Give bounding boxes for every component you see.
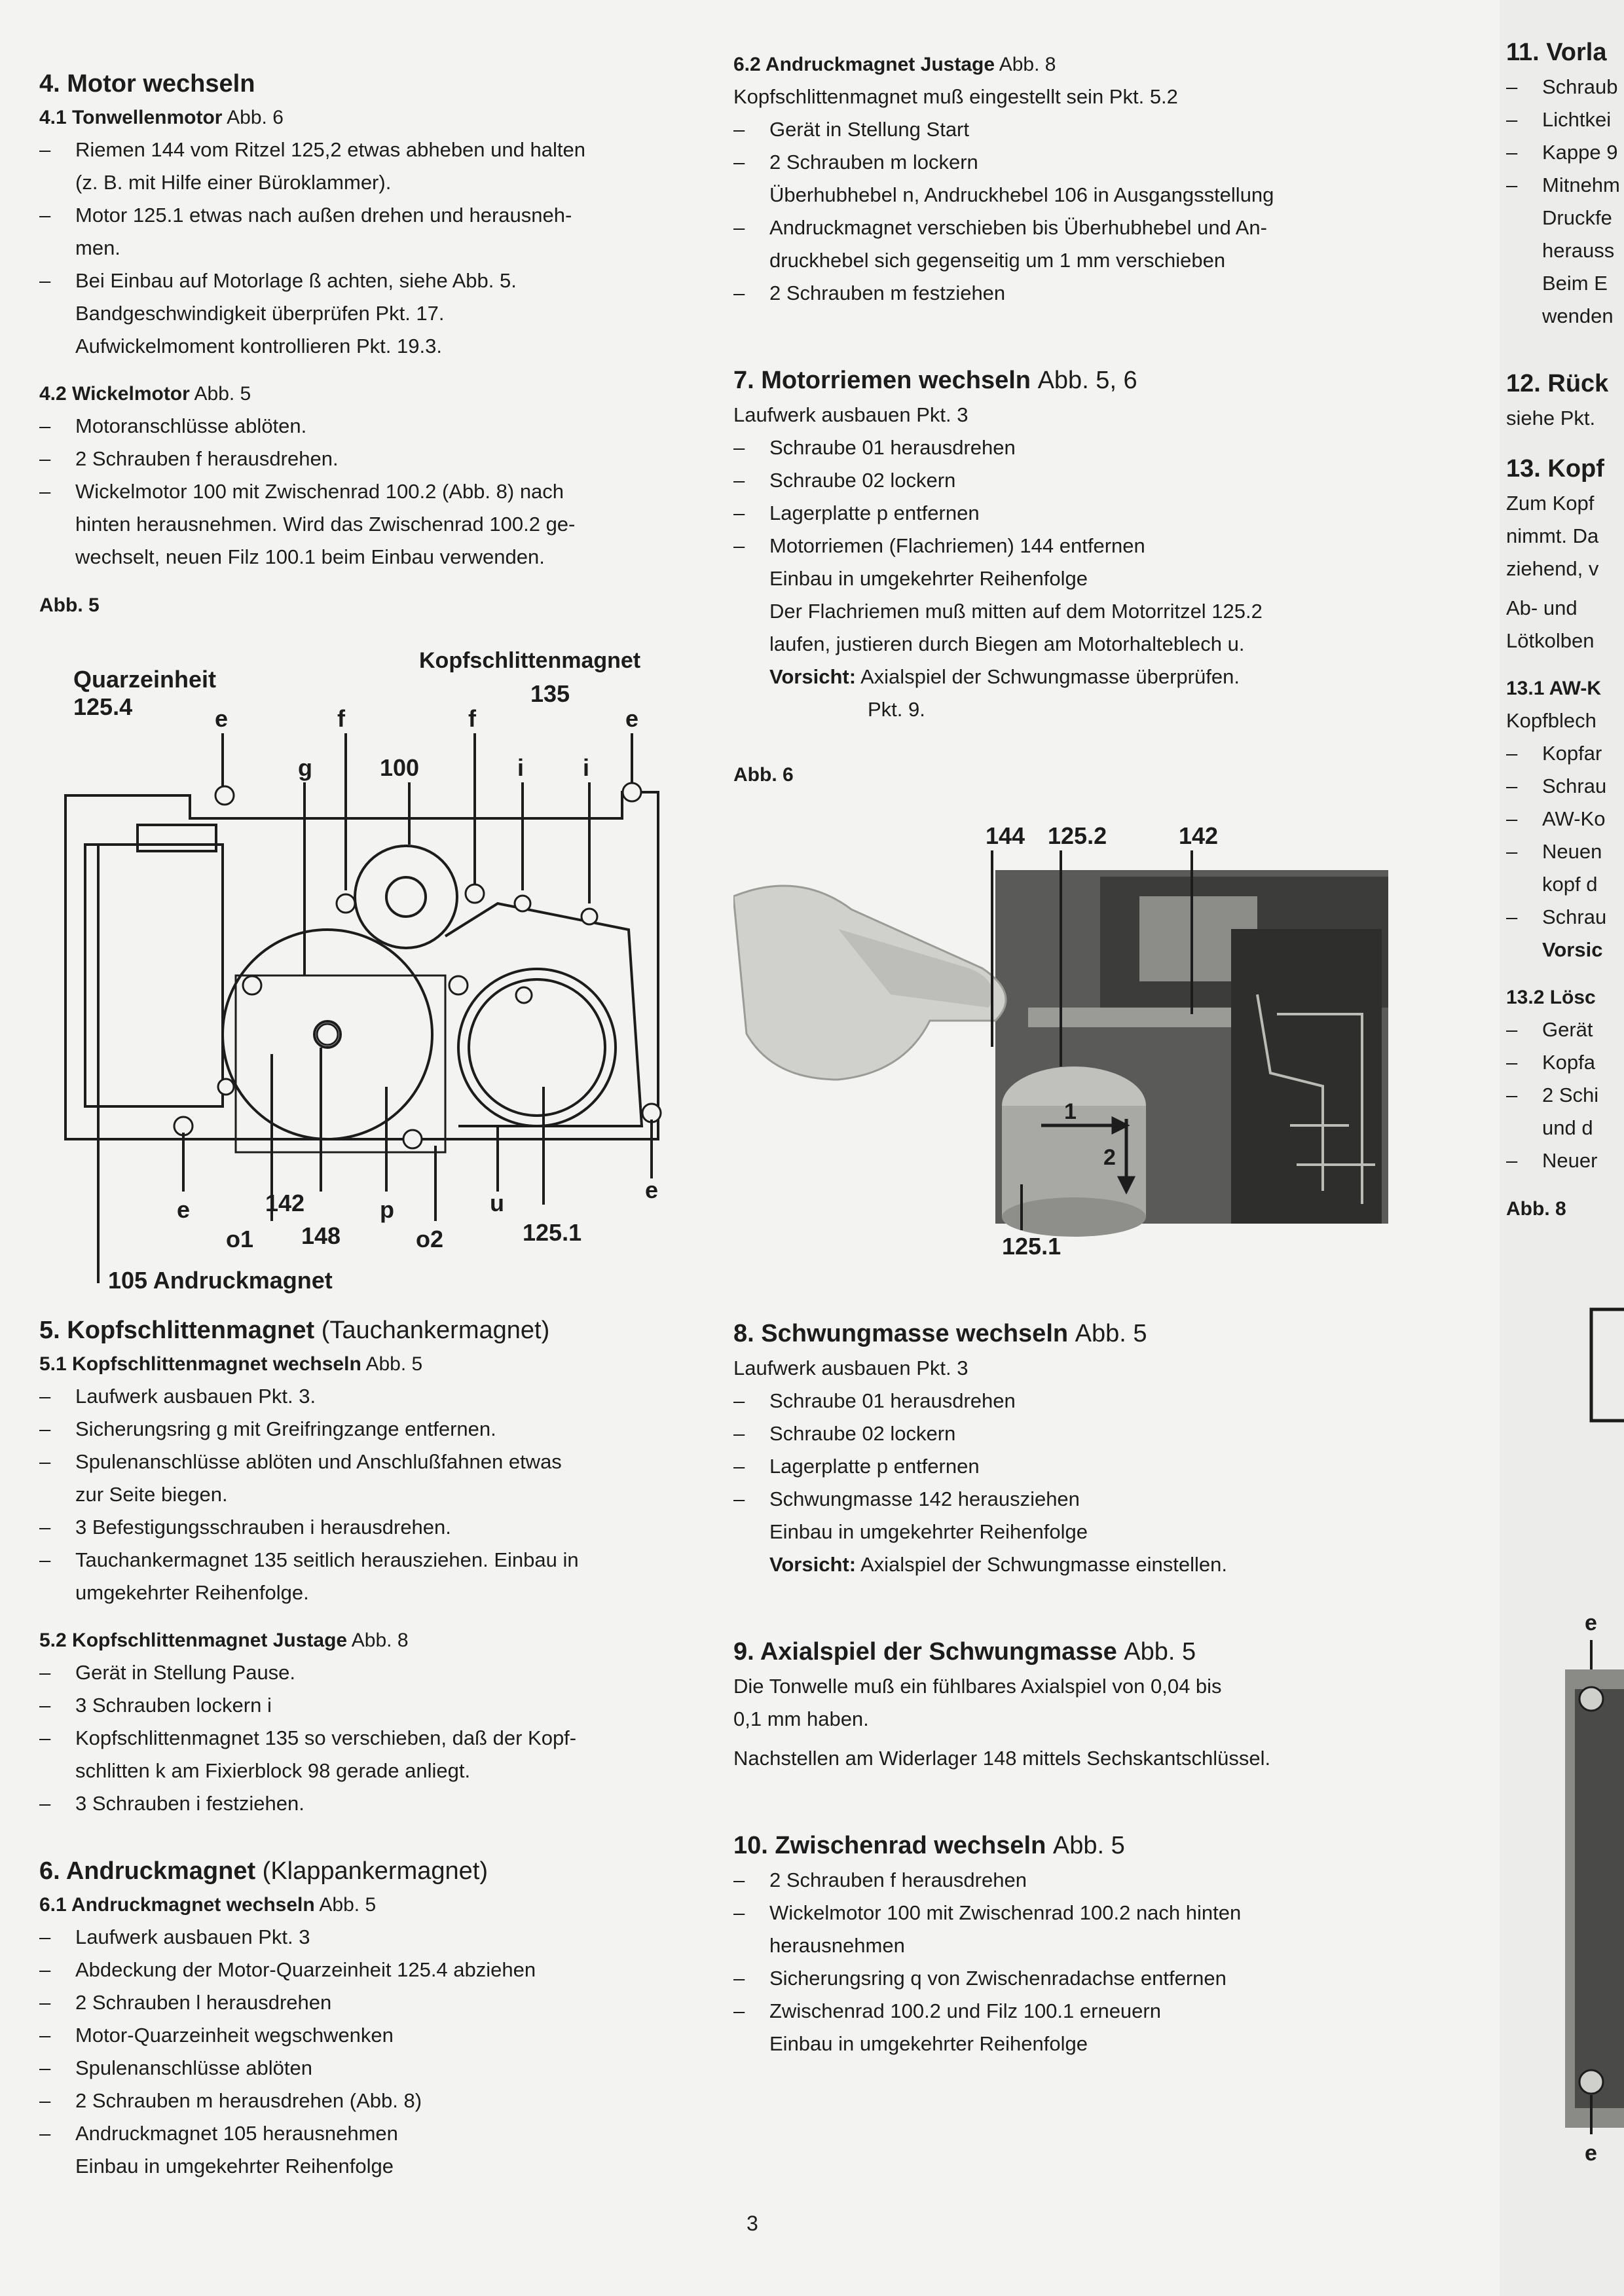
- list-item: – Schraube 01 herausdrehen: [733, 1385, 1401, 1417]
- section-6-1-heading: 6.1 Andruckmagnet wechseln Abb. 5: [39, 1894, 377, 1916]
- column-2: [733, 49, 1401, 2060]
- column-3-partial: 11. Vorla – Schraub – Lichtkei – Kappe 9 – Mitnehm Druckfe herauss Beim E wenden 12. Rück siehe Pkt. 13. Kopf Zum Kopf nimmt. Da ziehend, v Ab- und Lötkolben 13.1 AW-K Kopfblech – Kopfar – Schrau – AW-Ko – Neuen kopf d – Schrau Vorsic 13.2 Lösc – Gerät – Kopfa – 2 Schi und d – Neuer Abb. 8: [1506, 34, 1624, 1226]
- list-item: – Neuer: [1506, 1144, 1624, 1177]
- list-item: – Wickelmotor 100 mit Zwischenrad 100.2 (Abb. 8) nach hinten herausnehmen. Wird das Zwischenrad 100.2 ge- wechselt, neuen Filz 100.1 beim Einbau verwenden.: [39, 475, 707, 574]
- label-125-1: 125.1: [523, 1219, 582, 1246]
- list-item: – Lichtkei: [1506, 103, 1624, 136]
- list-item: – Schrau: [1506, 770, 1624, 803]
- section-13-1-heading: 13.1 AW-K: [1506, 678, 1601, 699]
- figure-5-diagram: [39, 629, 694, 1309]
- list-item: – Sicherungsring g mit Greifringzange entfernen.: [39, 1413, 707, 1446]
- label-i-1: i: [517, 754, 525, 781]
- list-item: – Andruckmagnet 105 herausnehmen Einbau in umgekehrter Reihenfolge: [39, 2117, 707, 2183]
- list-item: – Schraube 02 lockern: [733, 464, 1401, 497]
- list-item: – Abdeckung der Motor-Quarzeinheit 125.4 abziehen: [39, 1954, 707, 1986]
- figure-6-caption-125-1: 125.1: [1002, 1233, 1061, 1260]
- label-e-bottom-right: e: [645, 1176, 659, 1203]
- caution-note: Vorsicht: Axialspiel der Schwungmasse einstellen.: [769, 1553, 1227, 1576]
- list-item: – Wickelmotor 100 mit Zwischenrad 100.2 nach hinten herausnehmen: [733, 1897, 1401, 1962]
- list-item: – Schraube 01 herausdrehen: [733, 431, 1401, 464]
- list-item: – 2 Schrauben f herausdrehen.: [39, 443, 707, 475]
- list-item: – Bei Einbau auf Motorlage ß achten, siehe Abb. 5. Bandgeschwindigkeit überprüfen Pkt. 17. Aufwickelmoment kontrollieren Pkt. 19.3.: [39, 264, 707, 363]
- list-item: – 3 Schrauben lockern i: [39, 1689, 707, 1722]
- list-item: – Spulenanschlüsse ablöten und Anschlußfahnen etwas zur Seite biegen.: [39, 1446, 707, 1511]
- list-item: – Kappe 9: [1506, 136, 1624, 169]
- list-item: – 2 Schi: [1506, 1079, 1624, 1112]
- list-item: – Motor 125.1 etwas nach außen drehen und herausneh- men.: [39, 199, 707, 264]
- section-4-1-list: [39, 134, 707, 363]
- figure-8-label-e-top: e: [1585, 1611, 1597, 1635]
- list-item: – Kopfschlittenmagnet 135 so verschieben, daß der Kopf- schlitten k am Fixierblock 98 gerade anliegt.: [39, 1722, 707, 1787]
- section-8-title: 8. Schwungmasse wechseln Abb. 5: [733, 1320, 1147, 1347]
- list-item: – 3 Schrauben i festziehen.: [39, 1787, 707, 1820]
- column-1: [39, 65, 707, 2183]
- figure-8-label: Abb. 8: [1506, 1198, 1566, 1220]
- label-u: u: [490, 1190, 504, 1216]
- section-5-1-heading: 5.1 Kopfschlittenmagnet wechseln Abb. 5: [39, 1353, 423, 1375]
- list-item: – Kopfa: [1506, 1046, 1624, 1079]
- list-item: – Schwungmasse 142 herausziehen Einbau in umgekehrter Reihenfolge: [733, 1483, 1401, 1548]
- list-item: – Lagerplatte p entfernen: [733, 1450, 1401, 1483]
- section-7-intro: Laufwerk ausbauen Pkt. 3: [733, 403, 969, 426]
- list-item: – Motorriemen (Flachriemen) 144 entfernen Einbau in umgekehrter Reihenfolge Der Flachriemen muß mitten auf dem Motorritzel 125.2 laufen, justieren durch Biegen am Motorhalteblech u.: [733, 530, 1401, 661]
- label-i-2: i: [583, 754, 590, 781]
- section-13-2-heading: 13.2 Lösc: [1506, 987, 1596, 1008]
- section-4-2-list: [39, 410, 707, 574]
- list-item: – Schraub: [1506, 71, 1624, 103]
- section-9-title: 9. Axialspiel der Schwungmasse Abb. 5: [733, 1638, 1196, 1666]
- section-11-title: 11. Vorla: [1506, 39, 1607, 66]
- label-135: 135: [530, 680, 570, 707]
- list-item: – Kopfar: [1506, 737, 1624, 770]
- list-item: – Gerät: [1506, 1013, 1624, 1046]
- list-item: – Sicherungsring q von Zwischenradachse entfernen: [733, 1962, 1401, 1995]
- label-125-4: 125.4: [73, 693, 133, 720]
- list-item: – Andruckmagnet verschieben bis Überhubhebel und An- druckhebel sich gegenseitig um 1 mm verschieben: [733, 211, 1401, 277]
- figure-8-partial-diagram: [1500, 1303, 1624, 2174]
- figure-6-label: Abb. 6: [733, 764, 794, 786]
- figure-6-photo: [733, 798, 1388, 1243]
- section-4-1-heading: 4.1 Tonwellenmotor Abb. 6: [39, 107, 284, 128]
- arrow-label-1: 1: [1064, 1099, 1077, 1124]
- label-o2: o2: [416, 1226, 444, 1252]
- section-9-body: Die Tonwelle muß ein fühlbares Axialspiel von 0,04 bis 0,1 mm haben. Nachstellen am Widerlager 148 mittels Sechskantschlüssel.: [733, 1675, 1271, 1770]
- section-7-title: 7. Motorriemen wechseln Abb. 5, 6: [733, 367, 1137, 394]
- list-item: – Schraube 02 lockern: [733, 1417, 1401, 1450]
- list-item: – Gerät in Stellung Pause.: [39, 1656, 707, 1689]
- section-6-2-intro: Kopfschlittenmagnet muß eingestellt sein Pkt. 5.2: [733, 85, 1178, 108]
- list-item: – Laufwerk ausbauen Pkt. 3.: [39, 1380, 707, 1413]
- list-item: – Schrau: [1506, 901, 1624, 934]
- list-item: – Lagerplatte p entfernen: [733, 497, 1401, 530]
- section-7-list: [733, 431, 1401, 726]
- label-e-top-right: e: [625, 705, 639, 732]
- list-item: – Gerät in Stellung Start: [733, 113, 1401, 146]
- label-g: g: [298, 754, 312, 781]
- list-item: – 3 Befestigungsschrauben i herausdrehen.: [39, 1511, 707, 1544]
- list-item: – 2 Schrauben f herausdrehen: [733, 1864, 1401, 1897]
- figure-8-label-e-bottom: e: [1585, 2141, 1597, 2166]
- label-142: 142: [265, 1190, 305, 1216]
- section-10-title: 10. Zwischenrad wechseln Abb. 5: [733, 1832, 1125, 1859]
- section-6-title: 6. Andruckmagnet (Klappankermagnet): [39, 1857, 488, 1885]
- caution-note: Vorsicht: Axialspiel der Schwungmasse überprüfen. Pkt. 9.: [769, 665, 1240, 721]
- section-10-list: [733, 1864, 1401, 2060]
- label-142: 142: [1179, 822, 1219, 849]
- section-5-1-list: [39, 1380, 707, 1609]
- label-e-bottom-left: e: [177, 1196, 191, 1223]
- section-4-2-heading: 4.2 Wickelmotor Abb. 5: [39, 383, 251, 405]
- list-item: – Zwischenrad 100.2 und Filz 100.1 erneuern Einbau in umgekehrter Reihenfolge: [733, 1995, 1401, 2060]
- section-13-title: 13. Kopf: [1506, 455, 1604, 483]
- page-number: 3: [747, 2212, 758, 2235]
- list-item: – 2 Schrauben l herausdrehen: [39, 1986, 707, 2019]
- list-item: – Motor-Quarzeinheit wegschwenken: [39, 2019, 707, 2052]
- list-item: – Spulenanschlüsse ablöten: [39, 2052, 707, 2085]
- label-f-left: f: [337, 705, 345, 732]
- label-e-top-left: e: [215, 705, 229, 732]
- label-100: 100: [380, 754, 420, 781]
- section-5-2-heading: 5.2 Kopfschlittenmagnet Justage Abb. 8: [39, 1630, 409, 1651]
- list-item: – 2 Schrauben m lockern Überhubhebel n, Andruckhebel 106 in Ausgangsstellung: [733, 146, 1401, 211]
- label-o1: o1: [226, 1226, 254, 1252]
- label-105-andruckmagnet: 105 Andruckmagnet: [108, 1267, 333, 1294]
- list-item: – Mitnehm: [1506, 169, 1624, 202]
- label-kopfschlittenmagnet: Kopfschlittenmagnet: [419, 648, 641, 673]
- list-item: – 2 Schrauben m festziehen: [733, 277, 1401, 310]
- label-p: p: [380, 1196, 394, 1223]
- list-item: – 2 Schrauben m herausdrehen (Abb. 8): [39, 2085, 707, 2117]
- list-item: – Motoranschlüsse ablöten.: [39, 410, 707, 443]
- arrow-label-2: 2: [1103, 1145, 1116, 1170]
- section-6-2-list: [733, 113, 1401, 310]
- section-5-title: 5. Kopfschlittenmagnet (Tauchankermagnet): [39, 1317, 550, 1344]
- label-quarzeinheit: Quarzeinheit: [73, 666, 217, 693]
- section-4-title: 4. Motor wechseln: [39, 70, 255, 98]
- section-6-1-list: [39, 1921, 707, 2183]
- section-8-list: [733, 1385, 1401, 1581]
- list-item: – Tauchankermagnet 135 seitlich herausziehen. Einbau in umgekehrter Reihenfolge.: [39, 1544, 707, 1609]
- section-8-intro: Laufwerk ausbauen Pkt. 3: [733, 1357, 969, 1379]
- list-item: – Neuen: [1506, 835, 1624, 868]
- section-12-title: 12. Rück: [1506, 370, 1609, 397]
- label-144: 144: [986, 822, 1025, 849]
- label-f-right: f: [468, 705, 476, 732]
- list-item: – Riemen 144 vom Ritzel 125,2 etwas abheben und halten (z. B. mit Hilfe einer Büroklammer).: [39, 134, 707, 199]
- label-125-2: 125.2: [1048, 822, 1107, 849]
- label-148: 148: [301, 1222, 341, 1249]
- section-6-2-heading: 6.2 Andruckmagnet Justage Abb. 8: [733, 54, 1056, 75]
- figure-5-label: Abb. 5: [39, 594, 100, 616]
- list-item: – AW-Ko: [1506, 803, 1624, 835]
- section-5-2-list: [39, 1656, 707, 1820]
- list-item: – Laufwerk ausbauen Pkt. 3: [39, 1921, 707, 1954]
